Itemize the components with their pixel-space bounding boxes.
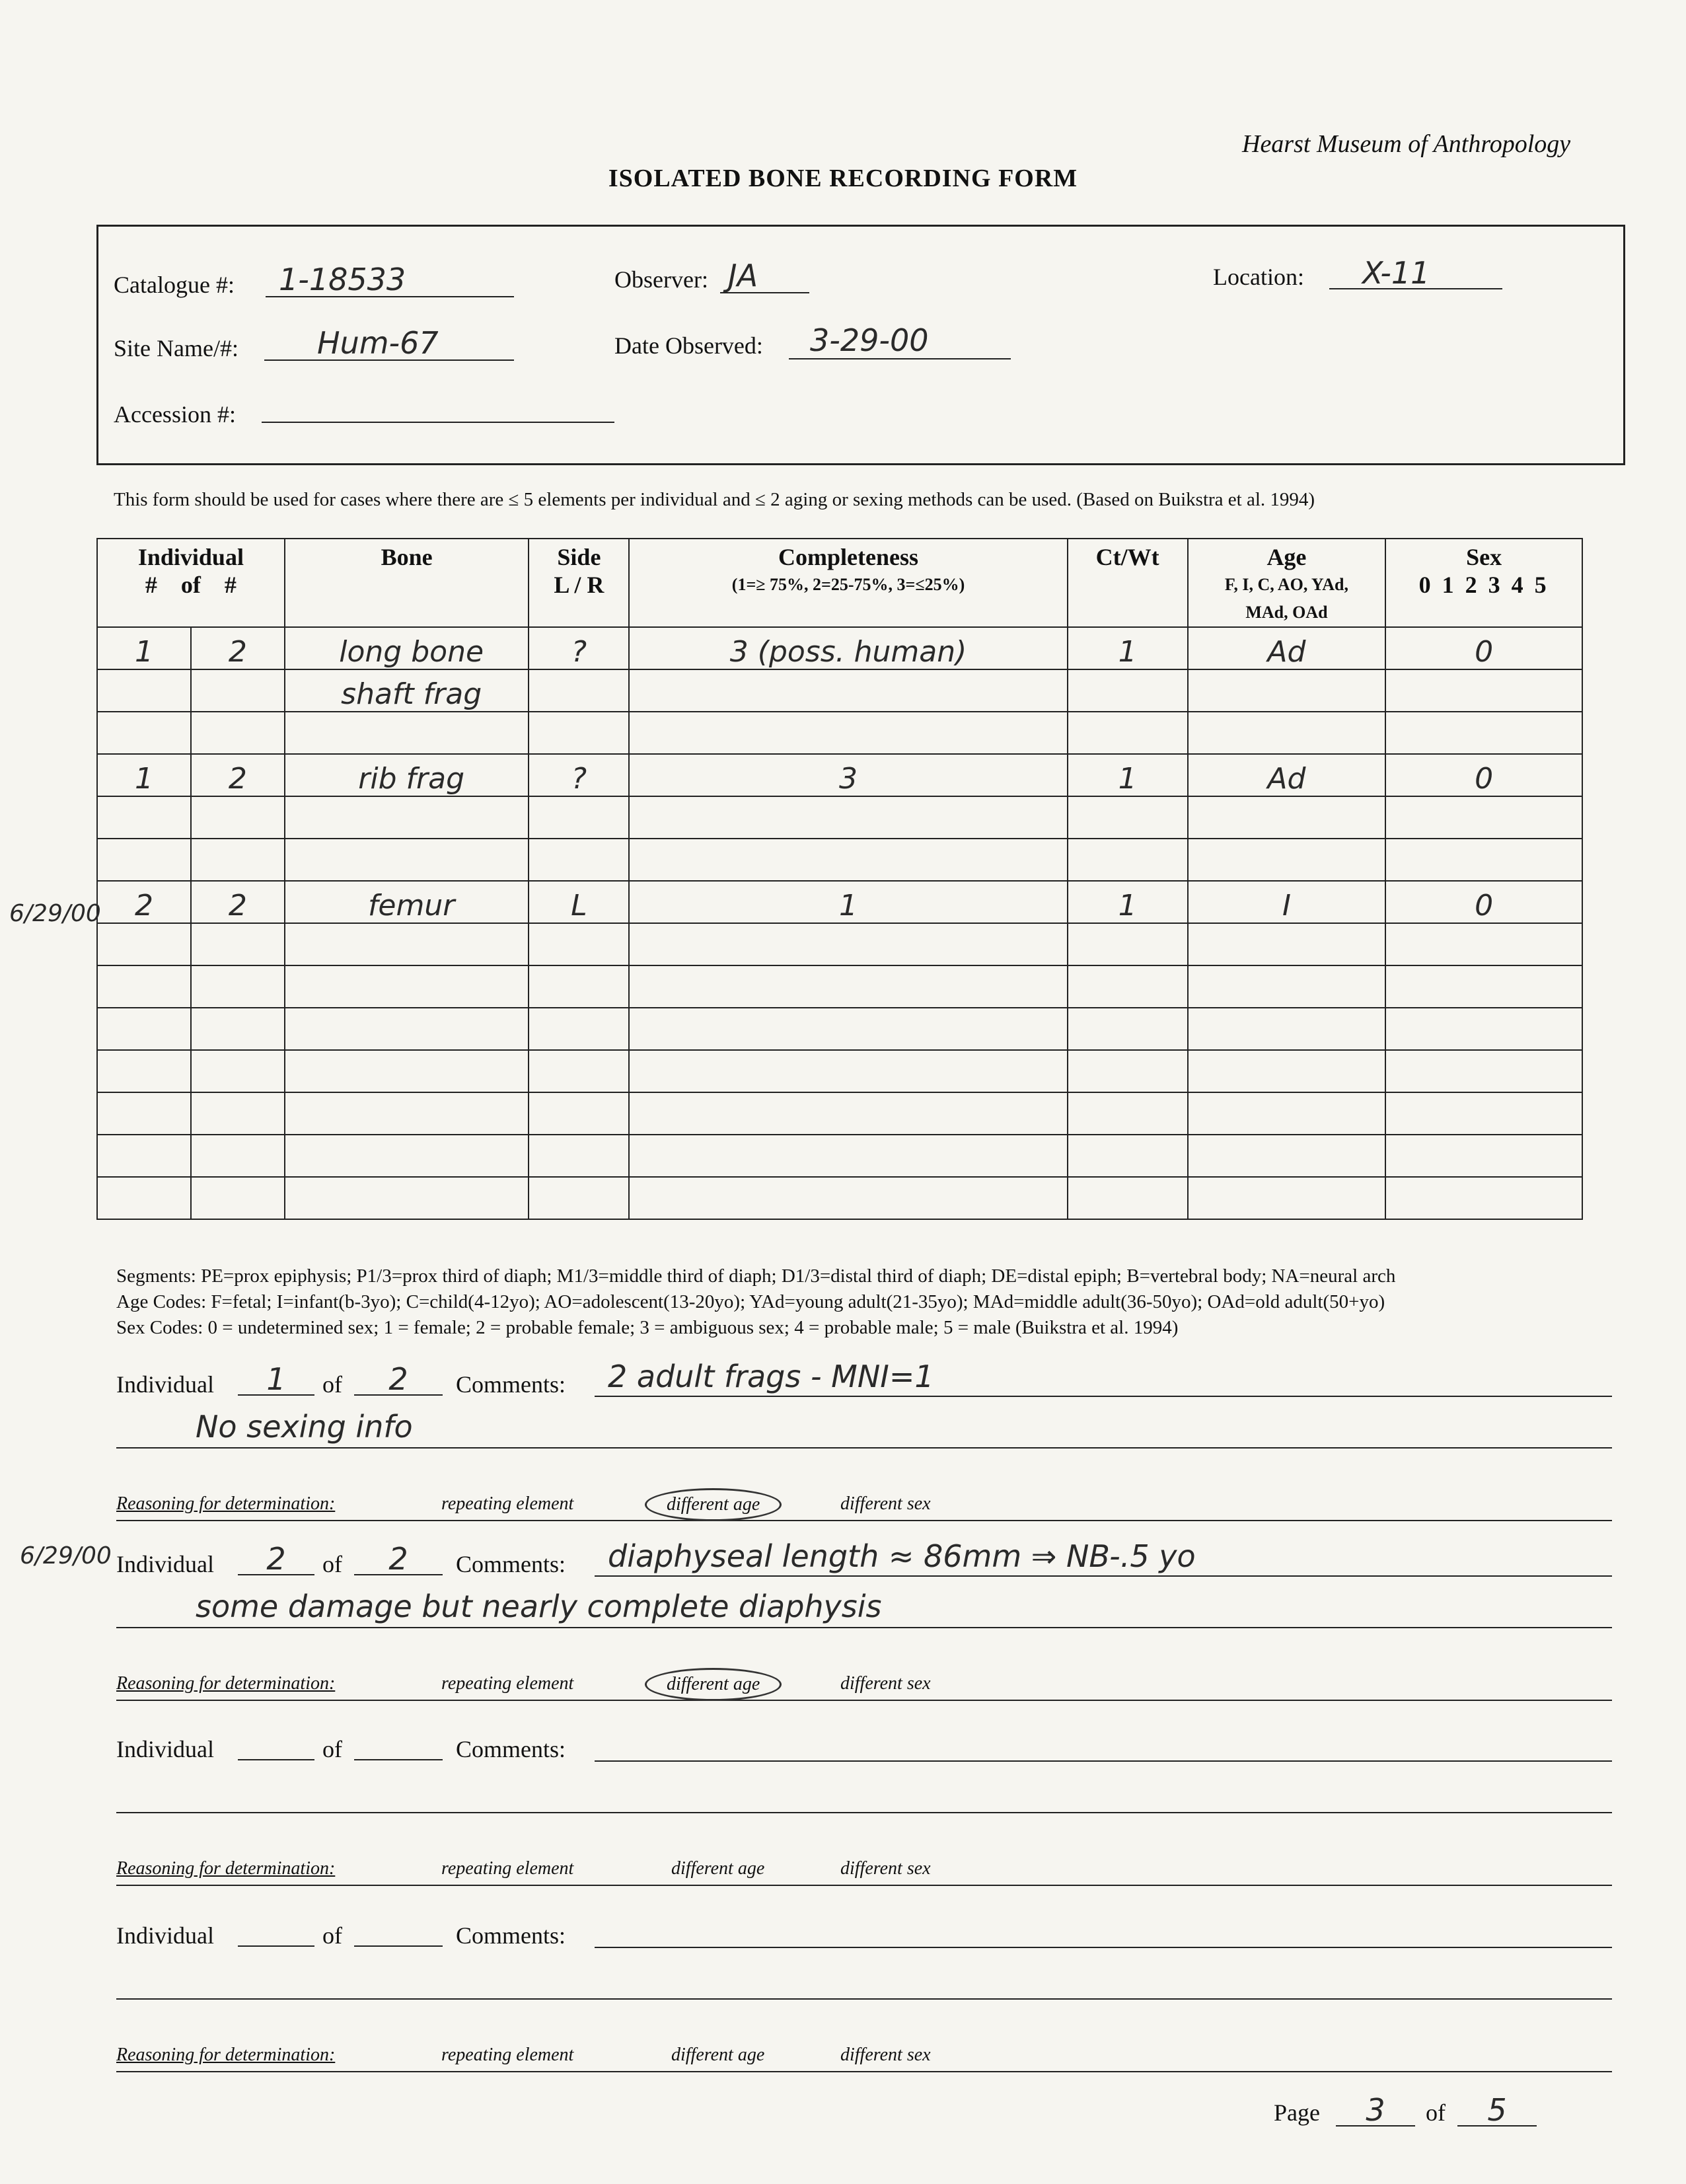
reasoning-label: Reasoning for determination:	[116, 1673, 336, 1694]
location-field[interactable]	[1329, 255, 1502, 289]
reasoning-label: Reasoning for determination:	[116, 1493, 336, 1514]
cell-side[interactable]	[529, 669, 629, 712]
cell-ctwt-value: 1	[1118, 889, 1137, 923]
comments-field-2[interactable]	[116, 1589, 1612, 1628]
cell-side-value: ?	[571, 762, 587, 796]
age-codes: Age Codes: F=fetal; I=infant(b-3yo); C=child(4-12yo); AO=adolescent(13-20yo); YAd=young adult(21-35yo); MAd=middle adult(36-50yo); OAd=old adult(50+yo)	[116, 1291, 1385, 1312]
cell-age[interactable]	[1188, 1008, 1386, 1050]
cell-side[interactable]	[529, 1177, 629, 1219]
cell-sex[interactable]	[1385, 1008, 1582, 1050]
cell-age[interactable]	[1188, 881, 1386, 923]
different-sex-text: different sex	[840, 1673, 931, 1694]
individual-of-label: of	[322, 1371, 342, 1398]
cell-num[interactable]	[97, 1008, 191, 1050]
individual-label: Individual	[116, 1736, 214, 1762]
cell-sex[interactable]	[1385, 923, 1582, 965]
cell-completeness[interactable]	[629, 712, 1067, 754]
comments-label: Comments:	[456, 1922, 566, 1949]
cell-side[interactable]	[529, 1050, 629, 1092]
cell-side[interactable]	[529, 627, 629, 669]
individual-header	[97, 539, 285, 627]
repeating-element-text: repeating element	[441, 1858, 574, 1879]
cell-completeness[interactable]	[629, 1135, 1067, 1177]
different-sex-option[interactable]	[840, 2045, 931, 2066]
site-field[interactable]	[264, 325, 514, 361]
table-row	[97, 1177, 1582, 1219]
cell-bone[interactable]	[285, 627, 529, 669]
completeness-header-label: Completeness	[778, 544, 919, 570]
sex-codes: Sex Codes: 0 = undetermined sex; 1 = female; 2 = probable female; 3 = ambiguous sex; 4 = probable male; 5 = male (Buikstra et al. 1994)	[116, 1317, 1179, 1338]
cell-ctwt[interactable]	[1068, 881, 1188, 923]
comments-field-1[interactable]	[595, 1723, 1612, 1762]
cell-side[interactable]	[529, 1008, 629, 1050]
cell-completeness[interactable]	[629, 839, 1067, 881]
cell-ctwt[interactable]	[1068, 627, 1188, 669]
individual-total: 2	[388, 1361, 408, 1397]
page-label: Page	[1274, 2099, 1320, 2126]
comments-line-1	[595, 1723, 608, 1759]
repeating-element-option[interactable]	[441, 1673, 573, 1694]
observer-label: Observer:	[614, 266, 708, 293]
cell-num[interactable]	[97, 796, 191, 839]
table-row	[97, 1008, 1582, 1050]
cell-num-value: 2	[134, 889, 153, 923]
comments-line-2: No sexing info	[196, 1409, 413, 1445]
individual-number: 2	[266, 1541, 286, 1577]
cell-completeness[interactable]	[629, 627, 1067, 669]
cell-num[interactable]	[97, 965, 191, 1008]
different-sex-option[interactable]	[840, 1858, 931, 1879]
cell-age-value: Ad	[1267, 635, 1306, 669]
cell-sex[interactable]	[1385, 754, 1582, 796]
individual-of-label: of	[322, 1736, 342, 1762]
age-header-label: Age	[1266, 544, 1307, 570]
cell-age-value: Ad	[1267, 762, 1306, 796]
cell-ctwt[interactable]	[1068, 754, 1188, 796]
cell-num[interactable]	[97, 923, 191, 965]
page-current: 3	[1366, 2092, 1385, 2128]
cell-side-value: L	[571, 889, 587, 923]
sex-header	[1385, 539, 1582, 627]
cell-of[interactable]	[191, 754, 285, 796]
individual-of-label: of	[322, 1922, 342, 1949]
different-sex-text: different sex	[840, 1493, 931, 1514]
cell-side[interactable]	[529, 881, 629, 923]
cell-num[interactable]	[97, 1050, 191, 1092]
cell-ctwt[interactable]	[1068, 1177, 1188, 1219]
catalogue-label: Catalogue #:	[114, 272, 235, 298]
individual-label: Individual	[116, 1922, 214, 1949]
cell-num-value: 1	[134, 762, 153, 796]
bone-header	[285, 539, 529, 627]
cell-ctwt[interactable]	[1068, 1135, 1188, 1177]
cell-sex[interactable]	[1385, 669, 1582, 712]
cell-side[interactable]	[529, 796, 629, 839]
comments-label: Comments:	[456, 1736, 566, 1762]
cell-bone-value: rib frag	[358, 762, 464, 796]
cell-num[interactable]	[97, 1135, 191, 1177]
cell-side[interactable]	[529, 1092, 629, 1135]
cell-completeness-value: 1	[839, 889, 858, 923]
cell-num[interactable]	[97, 1177, 191, 1219]
cell-sex[interactable]	[1385, 796, 1582, 839]
different-sex-text: different sex	[840, 2045, 931, 2065]
cell-completeness[interactable]	[629, 754, 1067, 796]
code-legend	[116, 1263, 1395, 1341]
cell-age[interactable]	[1188, 1177, 1386, 1219]
cell-num[interactable]	[97, 881, 191, 923]
cell-age[interactable]	[1188, 923, 1386, 965]
cell-of[interactable]	[191, 1092, 285, 1135]
form-title: ISOLATED BONE RECORDING FORM	[608, 165, 1078, 192]
different-sex-option[interactable]	[840, 1493, 931, 1515]
form-instructions: This form should be used for cases where there are ≤ 5 elements per individual and ≤ 2 aging or sexing methods can be used. (Based on Buikstra et al. 1994)	[114, 489, 1315, 510]
cell-num[interactable]	[97, 839, 191, 881]
table-row	[97, 1050, 1582, 1092]
cell-age-value: I	[1282, 889, 1291, 923]
table-row	[97, 881, 1582, 923]
individual-margin-date: 6/29/00	[20, 1542, 112, 1569]
table-row	[97, 1135, 1582, 1177]
cell-of[interactable]	[191, 796, 285, 839]
cell-sex[interactable]	[1385, 881, 1582, 923]
repeating-element-option[interactable]	[441, 1493, 573, 1515]
cell-bone[interactable]	[285, 1135, 529, 1177]
cell-num-value: 1	[134, 635, 153, 669]
individual-number-field[interactable]	[238, 1726, 314, 1760]
cell-completeness[interactable]	[629, 669, 1067, 712]
cell-bone[interactable]	[285, 796, 529, 839]
cell-bone-value: long bone	[339, 635, 484, 669]
reasoning-row	[116, 1673, 1612, 1701]
cell-of[interactable]	[191, 1008, 285, 1050]
comments-field-2[interactable]	[116, 1409, 1612, 1449]
cell-sex[interactable]	[1385, 1177, 1582, 1219]
page-total: 5	[1487, 2092, 1507, 2128]
cell-of[interactable]	[191, 1135, 285, 1177]
page-current-field[interactable]	[1336, 2092, 1415, 2127]
bone-header-label: Bone	[381, 544, 433, 570]
ctwt-header-label: Ct/Wt	[1095, 544, 1159, 570]
different-age-text: different age	[671, 1858, 765, 1879]
different-age-text: different age	[667, 1674, 760, 1694]
table-row	[97, 754, 1582, 796]
cell-bone[interactable]	[285, 923, 529, 965]
cell-ctwt-value: 1	[1118, 635, 1137, 669]
cell-age[interactable]	[1188, 669, 1386, 712]
date-observed-label: Date Observed:	[614, 332, 763, 359]
table-row	[97, 796, 1582, 839]
cell-num[interactable]	[97, 754, 191, 796]
page-total-field[interactable]	[1457, 2092, 1537, 2127]
individual-number: 1	[266, 1361, 286, 1397]
individual-label: Individual	[116, 1551, 214, 1577]
comments-line-1: diaphyseal length ≈ 86mm ⇒ NB-.5 yo	[608, 1538, 1196, 1574]
different-age-option[interactable]	[671, 1858, 764, 1879]
repeating-element-text: repeating element	[441, 2045, 574, 2065]
cell-bone[interactable]	[285, 965, 529, 1008]
cell-side-value: ?	[571, 635, 587, 669]
cell-completeness[interactable]	[629, 881, 1067, 923]
cell-completeness[interactable]	[629, 796, 1067, 839]
cell-side[interactable]	[529, 754, 629, 796]
individual-total: 2	[388, 1541, 408, 1577]
cell-sex-value: 0	[1475, 762, 1494, 796]
side-header-sub: L / R	[554, 572, 605, 598]
cell-age[interactable]	[1188, 712, 1386, 754]
cell-bone-value: femur	[367, 889, 455, 923]
cell-side[interactable]	[529, 712, 629, 754]
cell-ctwt-value: 1	[1118, 762, 1137, 796]
cell-bone-value: shaft frag	[341, 677, 482, 711]
comments-line-2	[116, 1774, 196, 1809]
cell-age[interactable]	[1188, 1135, 1386, 1177]
observer-field[interactable]	[720, 258, 809, 293]
cell-age[interactable]	[1188, 796, 1386, 839]
cell-bone[interactable]	[285, 754, 529, 796]
comments-field-2[interactable]	[116, 1960, 1612, 2000]
cell-ctwt[interactable]	[1068, 1092, 1188, 1135]
individual-total-field[interactable]	[354, 1726, 443, 1760]
comments-field-2[interactable]	[116, 1774, 1612, 1813]
individual-label: Individual	[116, 1371, 214, 1398]
cell-completeness[interactable]	[629, 965, 1067, 1008]
segment-codes: Segments: PE=prox epiphysis; P1/3=prox third of diaph; M1/3=middle third of diaph; D1/3=distal third of diaph; DE=distal epiph; B=vertebral body; NA=neural arch	[116, 1265, 1396, 1287]
cell-age[interactable]	[1188, 1050, 1386, 1092]
comments-field-1[interactable]	[595, 1910, 1612, 1948]
individual-number-field[interactable]	[238, 1541, 314, 1575]
cell-of-value: 2	[228, 635, 247, 669]
completeness-header-sub: (1=≥ 75%, 2=25-75%, 3=≤25%)	[731, 575, 965, 594]
table-row	[97, 627, 1582, 669]
cell-side[interactable]	[529, 965, 629, 1008]
site-value: Hum-67	[317, 325, 439, 361]
different-age-option[interactable]	[671, 2045, 764, 2066]
cell-of[interactable]	[191, 1177, 285, 1219]
comments-line-2: some damage but nearly complete diaphysis	[196, 1589, 882, 1624]
cell-ctwt[interactable]	[1068, 1008, 1188, 1050]
margin-date: 6/29/00	[9, 900, 101, 927]
sex-header-label: Sex	[1466, 544, 1502, 570]
cell-of[interactable]	[191, 1050, 285, 1092]
table-row	[97, 839, 1582, 881]
repeating-element-option[interactable]	[441, 2045, 573, 2066]
comments-label: Comments:	[456, 1551, 566, 1577]
cell-side[interactable]	[529, 839, 629, 881]
cell-of[interactable]	[191, 839, 285, 881]
individual-number-field[interactable]	[238, 1361, 314, 1396]
cell-ctwt[interactable]	[1068, 669, 1188, 712]
individual-of-label: of	[322, 1551, 342, 1577]
page-of-label: of	[1426, 2099, 1446, 2126]
cell-ctwt[interactable]	[1068, 923, 1188, 965]
cell-completeness[interactable]	[629, 1177, 1067, 1219]
cell-age[interactable]	[1188, 754, 1386, 796]
cell-num[interactable]	[97, 627, 191, 669]
cell-of[interactable]	[191, 965, 285, 1008]
cell-completeness[interactable]	[629, 1050, 1067, 1092]
individual-total-field[interactable]	[354, 1541, 443, 1575]
reasoning-label: Reasoning for determination:	[116, 1858, 336, 1879]
cell-sex[interactable]	[1385, 1092, 1582, 1135]
comments-line-1	[595, 1910, 608, 1945]
location-value: X-11	[1362, 255, 1430, 291]
individual-header-label: Individual	[137, 544, 244, 570]
reasoning-row	[116, 1493, 1612, 1521]
cell-sex[interactable]	[1385, 627, 1582, 669]
date-observed-value: 3-29-00	[810, 322, 929, 358]
comments-line-2	[116, 1960, 196, 1996]
individual-total-field[interactable]	[354, 1361, 443, 1396]
reasoning-row	[116, 2045, 1612, 2072]
cell-completeness[interactable]	[629, 1008, 1067, 1050]
table-row	[97, 965, 1582, 1008]
age-header	[1188, 539, 1386, 627]
side-header	[529, 539, 629, 627]
cell-sex[interactable]	[1385, 1135, 1582, 1177]
cell-of[interactable]	[191, 923, 285, 965]
cell-ctwt[interactable]	[1068, 1050, 1188, 1092]
age-header-sub: F, I, C, AO, YAd, MAd, OAd	[1224, 575, 1348, 622]
accession-field[interactable]	[262, 394, 614, 423]
cell-of[interactable]	[191, 881, 285, 923]
sex-header-sub: 0 1 2 3 4 5	[1418, 572, 1549, 598]
cell-of[interactable]	[191, 712, 285, 754]
bone-table	[96, 538, 1583, 1220]
cell-bone[interactable]	[285, 1008, 529, 1050]
cell-bone[interactable]	[285, 881, 529, 923]
reasoning-label: Reasoning for determination:	[116, 2045, 336, 2065]
date-observed-field[interactable]	[789, 322, 1011, 359]
cell-num[interactable]	[97, 1092, 191, 1135]
repeating-element-text: repeating element	[441, 1673, 574, 1694]
cell-completeness[interactable]	[629, 1092, 1067, 1135]
side-header-label: Side	[557, 544, 601, 570]
cell-of-value: 2	[228, 762, 247, 796]
cell-age[interactable]	[1188, 627, 1386, 669]
cell-num[interactable]	[97, 669, 191, 712]
individual-number-field[interactable]	[238, 1912, 314, 1947]
cell-ctwt[interactable]	[1068, 796, 1188, 839]
different-sex-text: different sex	[840, 1858, 931, 1879]
ctwt-header	[1068, 539, 1188, 627]
individual-header-sub: # of #	[145, 572, 237, 598]
cell-age[interactable]	[1188, 965, 1386, 1008]
accession-label: Accession #:	[114, 401, 236, 428]
cell-side[interactable]	[529, 923, 629, 965]
cell-bone[interactable]	[285, 1177, 529, 1219]
cell-sex[interactable]	[1385, 1050, 1582, 1092]
cell-completeness-value: 3	[839, 762, 858, 796]
cell-age[interactable]	[1188, 1092, 1386, 1135]
different-age-option[interactable]	[645, 1668, 782, 1701]
catalogue-value: 1-18533	[279, 262, 406, 297]
different-age-text: different age	[671, 2045, 765, 2065]
site-label: Site Name/#:	[114, 335, 238, 361]
cell-side[interactable]	[529, 1135, 629, 1177]
cell-bone[interactable]	[285, 1050, 529, 1092]
cell-completeness-value: 3 (poss. human)	[729, 635, 967, 669]
catalogue-field[interactable]	[266, 262, 514, 297]
cell-num[interactable]	[97, 712, 191, 754]
cell-bone[interactable]	[285, 712, 529, 754]
cell-bone[interactable]	[285, 1092, 529, 1135]
cell-of[interactable]	[191, 627, 285, 669]
cell-sex[interactable]	[1385, 839, 1582, 881]
table-row	[97, 669, 1582, 712]
cell-bone[interactable]	[285, 839, 529, 881]
table-row	[97, 712, 1582, 754]
observer-value: JA	[728, 258, 758, 293]
repeating-element-text: repeating element	[441, 1493, 574, 1514]
museum-name: Hearst Museum of Anthropology	[1242, 130, 1571, 158]
comments-field-1[interactable]	[595, 1538, 1612, 1577]
cell-age[interactable]	[1188, 839, 1386, 881]
repeating-element-option[interactable]	[441, 1858, 573, 1879]
cell-ctwt[interactable]	[1068, 839, 1188, 881]
different-age-option[interactable]	[645, 1488, 782, 1521]
cell-bone[interactable]	[285, 669, 529, 712]
location-label: Location:	[1213, 264, 1304, 290]
different-age-text: different age	[667, 1494, 760, 1515]
reasoning-row	[116, 1858, 1612, 1886]
completeness-header	[629, 539, 1067, 627]
cell-ctwt[interactable]	[1068, 712, 1188, 754]
individual-total-field[interactable]	[354, 1912, 443, 1947]
comments-field-1[interactable]	[595, 1359, 1612, 1397]
cell-sex-value: 0	[1475, 889, 1494, 923]
cell-sex[interactable]	[1385, 965, 1582, 1008]
cell-sex[interactable]	[1385, 712, 1582, 754]
different-sex-option[interactable]	[840, 1673, 931, 1694]
cell-of[interactable]	[191, 669, 285, 712]
table-row	[97, 923, 1582, 965]
comments-line-1: 2 adult frags - MNI=1	[608, 1359, 934, 1394]
table-row	[97, 1092, 1582, 1135]
cell-completeness[interactable]	[629, 923, 1067, 965]
cell-sex-value: 0	[1475, 635, 1494, 669]
cell-ctwt[interactable]	[1068, 965, 1188, 1008]
comments-label: Comments:	[456, 1371, 566, 1398]
cell-of-value: 2	[228, 889, 247, 923]
